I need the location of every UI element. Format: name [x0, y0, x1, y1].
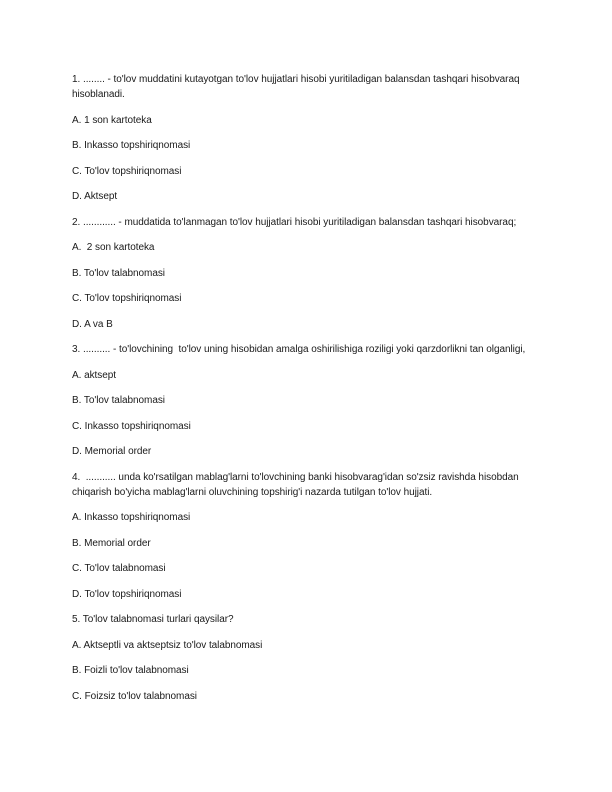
document-body: [72, 72, 542, 714]
question-4-option-a: A. Inkasso topshiriqnomasi: [72, 512, 191, 523]
question-4-text: 4. ........... unda ko'rsatilgan mablag'larni to'lovchining banki hisobvarag'idan so'zsiz ravishda hisobdan chiqarish bo'yicha mablag'larni oluvchining topshirig'i nazarda tutilgan to'lov hujjati.: [72, 471, 522, 498]
question-5-option-b: B. Foizli to'lov talabnomasi: [72, 665, 189, 676]
question-1-text: 1. ........ - to'lov muddatini kutayotgan to'lov hujjatlari hisobi yuritiladigan balansdan tashqari hisobvaraq hisoblanadi.: [72, 74, 523, 100]
question-1-option-c: C. To'lov topshiriqnomasi: [72, 165, 182, 177]
question-5-text: 5. To'lov talabnomasi turlari qaysilar?: [72, 614, 234, 625]
question-3-option-d: D. Memorial order: [72, 446, 152, 457]
question-1-option-a: A. 1 son kartoteka: [72, 114, 152, 126]
question-3-option-c: C. Inkasso topshiriqnomasi: [72, 420, 191, 432]
question-3-option-b: B. To'lov talabnomasi: [72, 395, 165, 406]
question-1-option-b: B. Inkasso topshiriqnomasi: [72, 140, 191, 151]
question-2-text: 2. ............ - muddatida to'lanmagan to'lov hujjatlari hisobi yuritiladigan balansdan tashqari hisobvaraq;: [72, 216, 517, 228]
question-4-option-c: C. To'lov talabnomasi: [72, 563, 166, 574]
question-4-option-b: B. Memorial order: [72, 537, 151, 549]
question-5-option-c: C. Foizsiz to'lov talabnomasi: [72, 690, 197, 702]
question-4-option-d: D. To'lov topshiriqnomasi: [72, 588, 182, 600]
question-3-text: 3. .......... - to'lovchining to'lov uning hisobidan amalga oshirilishiga roziligi yoki qarzdorlikni tan olganligi,: [72, 344, 526, 355]
question-2-option-d: D. A va B: [72, 318, 113, 330]
question-2-option-b: B. To'lov talabnomasi: [72, 267, 165, 279]
question-1-option-d: D. Aktsept: [72, 191, 118, 202]
question-3-option-a: A. aktsept: [72, 369, 116, 381]
question-2-option-a: A. 2 son kartoteka: [72, 242, 155, 253]
question-5-option-a: A. Aktseptli va aktseptsiz to'lov talabnomasi: [72, 639, 263, 651]
question-2-option-c: C. To'lov topshiriqnomasi: [72, 293, 182, 304]
